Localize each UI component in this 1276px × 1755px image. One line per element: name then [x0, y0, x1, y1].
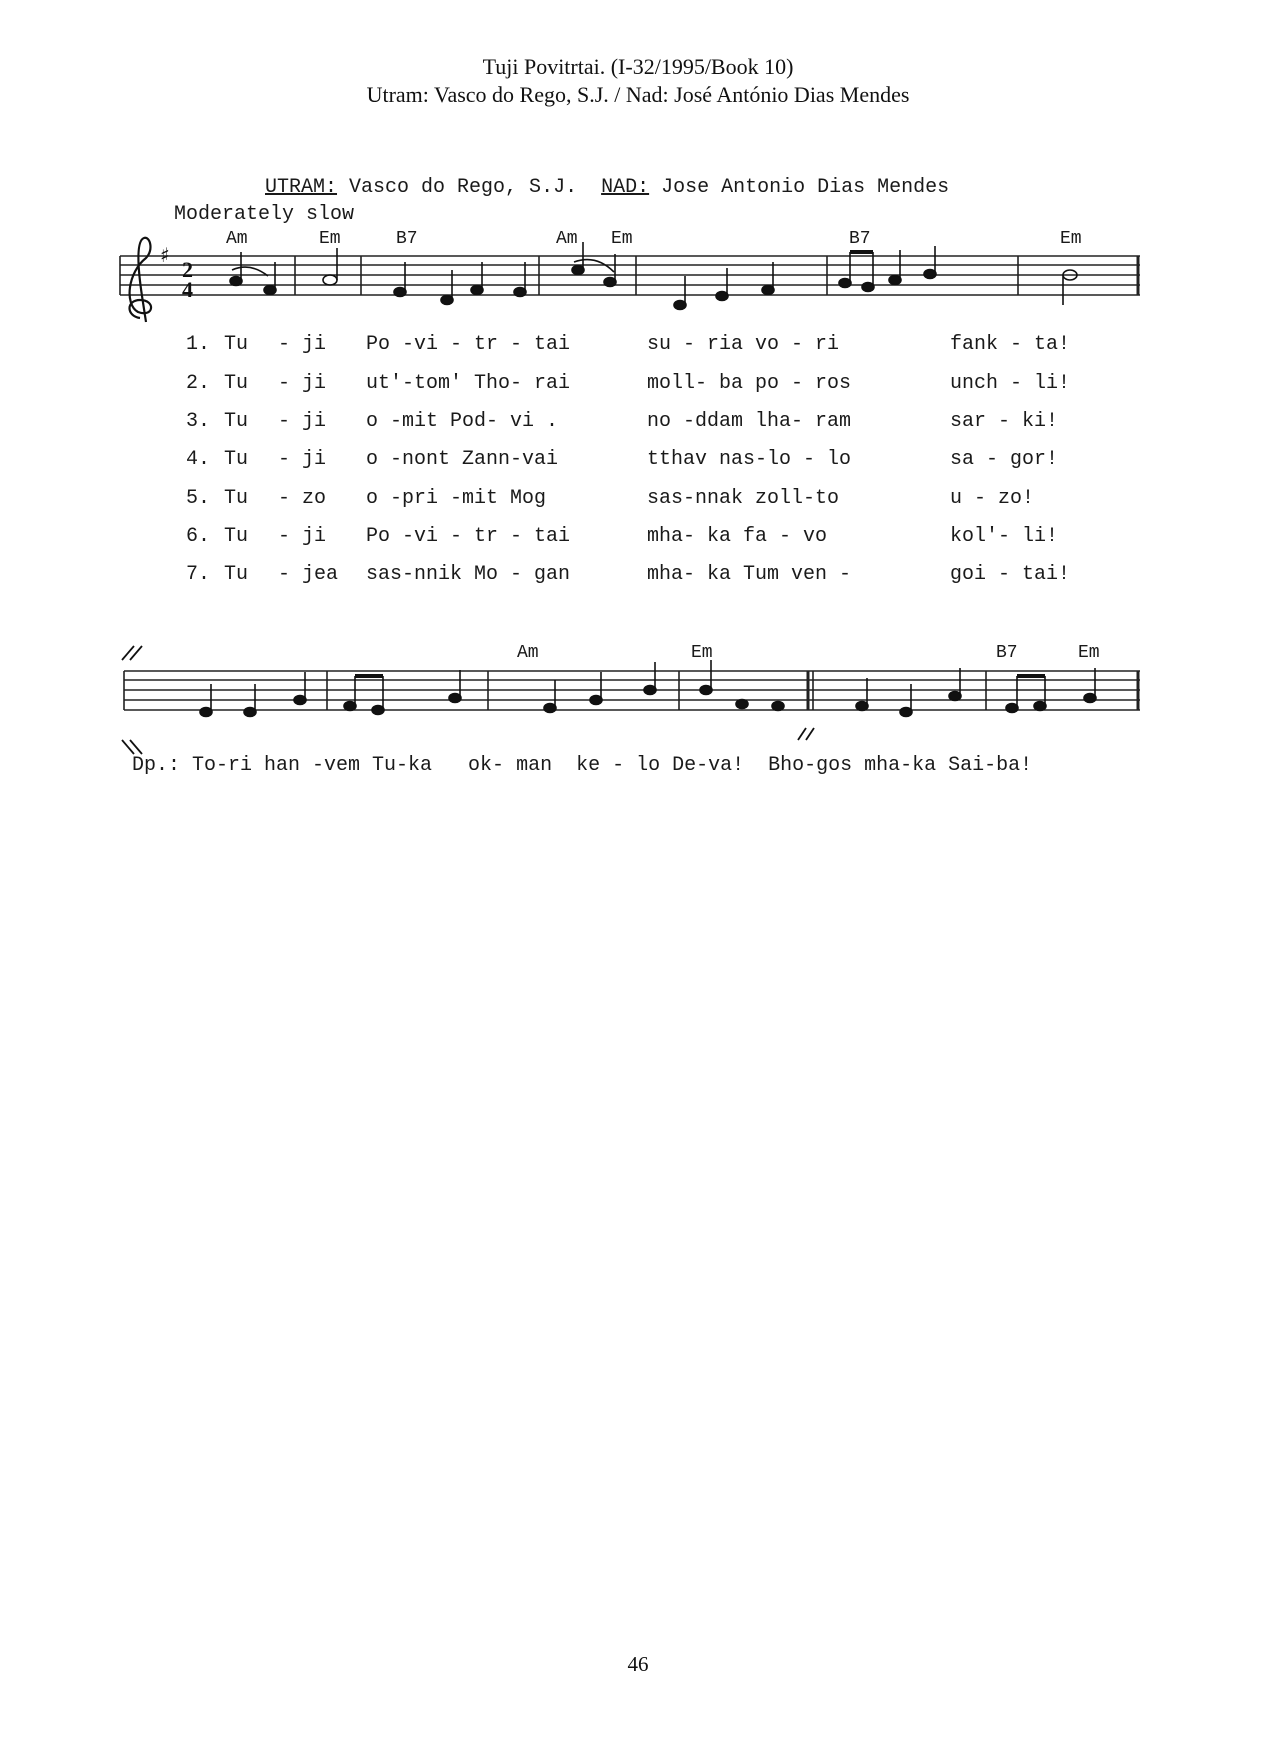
header-credits: Utram: Vasco do Rego, S.J. / Nad: José António Dias Mendes — [366, 82, 910, 107]
verse-phrase: mha- ka Tum ven - — [647, 563, 852, 586]
chord-label: Em — [1078, 643, 1100, 663]
verse-syllable: - ji — [278, 333, 327, 356]
utram-label: UTRAM: — [265, 176, 338, 199]
verse-phrase: o -nont Zann-vai — [366, 448, 559, 471]
verse-phrase: u - zo! — [950, 487, 1035, 510]
refrain-line: Dp.: To-ri han -vem Tu-ka ok- man ke - lo De-va! Bho-gos mha-ka Sai-ba! — [132, 754, 1033, 777]
verse-number: 4. — [186, 448, 211, 471]
staff-system-2 — [124, 671, 1140, 710]
verse-phrase: mha- ka fa - vo — [647, 525, 828, 548]
verse-phrase: kol'- li! — [950, 525, 1059, 548]
time-signature-bottom: 4 — [182, 277, 193, 302]
chord-label: Em — [691, 643, 713, 663]
chord-label: Am — [517, 643, 539, 663]
verse-syllable: - ji — [278, 372, 327, 395]
verse-phrase: sar - ki! — [950, 410, 1059, 433]
verse-syllable: - jea — [278, 563, 339, 586]
verse-number: 6. — [186, 525, 211, 548]
verse-syllable: - ji — [278, 410, 327, 433]
chord-label: B7 — [396, 229, 418, 249]
page-number: 46 — [627, 1652, 649, 1676]
notes-system-2 — [200, 660, 1096, 717]
tempo-marking: Moderately slow — [174, 203, 355, 226]
verse-syllable: - ji — [278, 448, 327, 471]
verse-syllable: Tu — [224, 372, 249, 395]
verse-phrase: fank - ta! — [950, 333, 1071, 356]
verse-phrase: ut'-tom' Tho- rai — [366, 372, 571, 395]
verse-syllable: Tu — [224, 525, 249, 548]
verse-syllable: Tu — [224, 410, 249, 433]
header-title: Tuji Povitrtai. (I-32/1995/Book 10) — [482, 54, 794, 79]
verse-phrase: unch - li! — [950, 372, 1071, 395]
verse-syllable: Tu — [224, 448, 249, 471]
utram-name: Vasco do Rego, S.J. — [349, 176, 578, 199]
verse-syllable: - ji — [278, 525, 327, 548]
chord-label: Em — [319, 229, 341, 249]
chord-label: Em — [1060, 229, 1082, 249]
chord-label: Am — [226, 229, 248, 249]
key-signature-sharp-icon: ♯ — [160, 243, 170, 267]
verse-phrase: su - ria vo - ri — [647, 333, 840, 356]
verse-phrase: no -ddam lha- ram — [647, 410, 852, 433]
verse-phrase: sas-nnak zoll-to — [647, 487, 840, 510]
chord-label: B7 — [996, 643, 1018, 663]
verse-phrase: tthav nas-lo - lo — [647, 448, 852, 471]
chord-label: Em — [611, 229, 633, 249]
verse-number: 1. — [186, 333, 211, 356]
verse-number: 7. — [186, 563, 211, 586]
chord-label: B7 — [849, 229, 871, 249]
verse-phrase: sa - gor! — [950, 448, 1059, 471]
verse-number: 3. — [186, 410, 211, 433]
verse-phrase: sas-nnik Mo - gan — [366, 563, 571, 586]
nad-name: Jose Antonio Dias Mendes — [661, 176, 950, 199]
verse-number: 5. — [186, 487, 211, 510]
chord-label: Am — [556, 229, 578, 249]
verse-phrase: goi - tai! — [950, 563, 1071, 586]
music-staff — [0, 0, 1276, 800]
time-signature-top: 2 — [182, 257, 193, 282]
verse-syllable: Tu — [224, 487, 249, 510]
verse-syllable: Tu — [224, 333, 249, 356]
verse-phrase: o -mit Pod- vi . — [366, 410, 559, 433]
verse-syllable: - zo — [278, 487, 327, 510]
treble-clef-icon — [130, 238, 152, 322]
verse-number: 2. — [186, 372, 211, 395]
nad-label: NAD: — [601, 176, 650, 199]
verse-phrase: Po -vi - tr - tai — [366, 333, 571, 356]
verse-phrase: o -pri -mit Mog — [366, 487, 547, 510]
verse-syllable: Tu — [224, 563, 249, 586]
verse-phrase: Po -vi - tr - tai — [366, 525, 571, 548]
verse-phrase: moll- ba po - ros — [647, 372, 852, 395]
